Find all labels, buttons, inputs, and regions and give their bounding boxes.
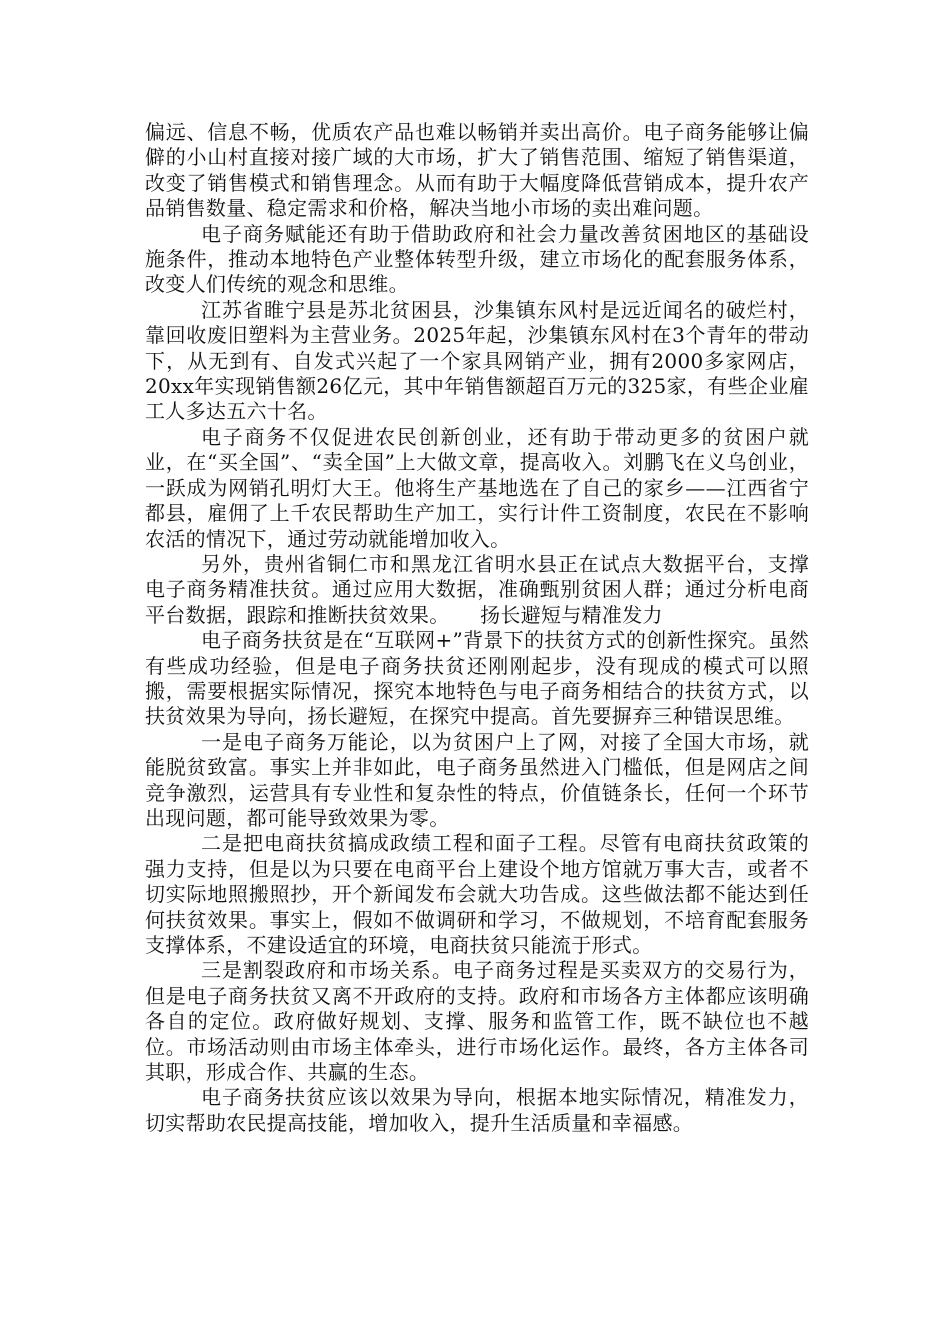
paragraph: 二是把电商扶贫搞成政绩工程和面子工程。尽管有电商扶贫政策的强力支持，但是以为只要在电商平台上建设个地方馆就万事大吉，或者不切实际地照搬照抄，开个新闻发布会就大功告成。这些做法都不能达到任何扶贫效果。事实上，假如不做调研和学习，不做规划，不培育配套服务支撑体系，不建设适宜的环境，电商扶贫只能流于形式。 bbox=[145, 831, 809, 957]
paragraph: 电子商务不仅促进农民创新创业，还有助于带动更多的贫困户就业，在“买全国”、“卖全国”上大做文章，提高收入。刘鹏飞在义乌创业，一跃成为网销孔明灯大王。他将生产基地选在了自己的家乡——江西省宁都县，雇佣了上千农民帮助生产加工，实行计件工资制度，农民在不影响农活的情况下，通过劳动就能增加收入。 bbox=[145, 424, 809, 551]
paragraph: 三是割裂政府和市场关系。电子商务过程是买卖双方的交易行为，但是电子商务扶贫又离不开政府的支持。政府和市场各方主体都应该明确各自的定位。政府做好规划、支撑、服务和监管工作，既不缺位也不越位。市场活动则由市场主体牵头，进行市场化运作。最终，各方主体各司其职，形成合作、共赢的生态。 bbox=[145, 958, 809, 1085]
paragraph: 另外，贵州省铜仁市和黑龙江省明水县正在试点大数据平台，支撑电子商务精准扶贫。通过应用大数据，准确甄别贫困人群；通过分析电商平台数据，跟踪和推断扶贫效果。 扬长避短与精准发力 bbox=[145, 551, 809, 627]
paragraph: 电子商务扶贫应该以效果为导向，根据本地实际情况，精准发力，切实帮助农民提高技能，增加收入，提升生活质量和幸福感。 bbox=[145, 1085, 809, 1135]
paragraph: 电子商务扶贫是在“互联网+”背景下的扶贫方式的创新性探究。虽然有些成功经验，但是电子商务扶贫还刚刚起步，没有现成的模式可以照搬，需要根据实际情况，探究本地特色与电子商务相结合的扶贫方式，以扶贫效果为导向，扬长避短，在探究中提高。首先要摒弃三种错误思维。 bbox=[145, 628, 809, 729]
paragraph: 电子商务赋能还有助于借助政府和社会力量改善贫困地区的基础设施条件，推动本地特色产业整体转型升级，建立市场化的配套服务体系，改变人们传统的观念和思维。 bbox=[145, 221, 809, 297]
document-body bbox=[145, 120, 809, 1136]
paragraph-continued: 偏远、信息不畅，优质农产品也难以畅销并卖出高价。电子商务能够让偏僻的小山村直接对接广域的大市场，扩大了销售范围、缩短了销售渠道，改变了销售模式和销售理念。从而有助于大幅度降低营销成本，提升农产品销售数量、稳定需求和价格，解决当地小市场的卖出难问题。 bbox=[145, 120, 809, 221]
paragraph: 一是电子商务万能论，以为贫困户上了网，对接了全国大市场，就能脱贫致富。事实上并非如此，电子商务虽然进入门槛低，但是网店之间竞争激烈，运营具有专业性和复杂性的特点，价值链条长，任何一个环节出现问题，都可能导致效果为零。 bbox=[145, 729, 809, 830]
paragraph: 江苏省睢宁县是苏北贫困县，沙集镇东风村是远近闻名的破烂村，靠回收废旧塑料为主营业务。2025年起，沙集镇东风村在3个青年的带动下，从无到有、自发式兴起了一个家具网销产业，拥有2000多家网店，20xx年实现销售额26亿元，其中年销售额超百万元的325家，有些企业雇工人多达五六十名。 bbox=[145, 297, 809, 424]
